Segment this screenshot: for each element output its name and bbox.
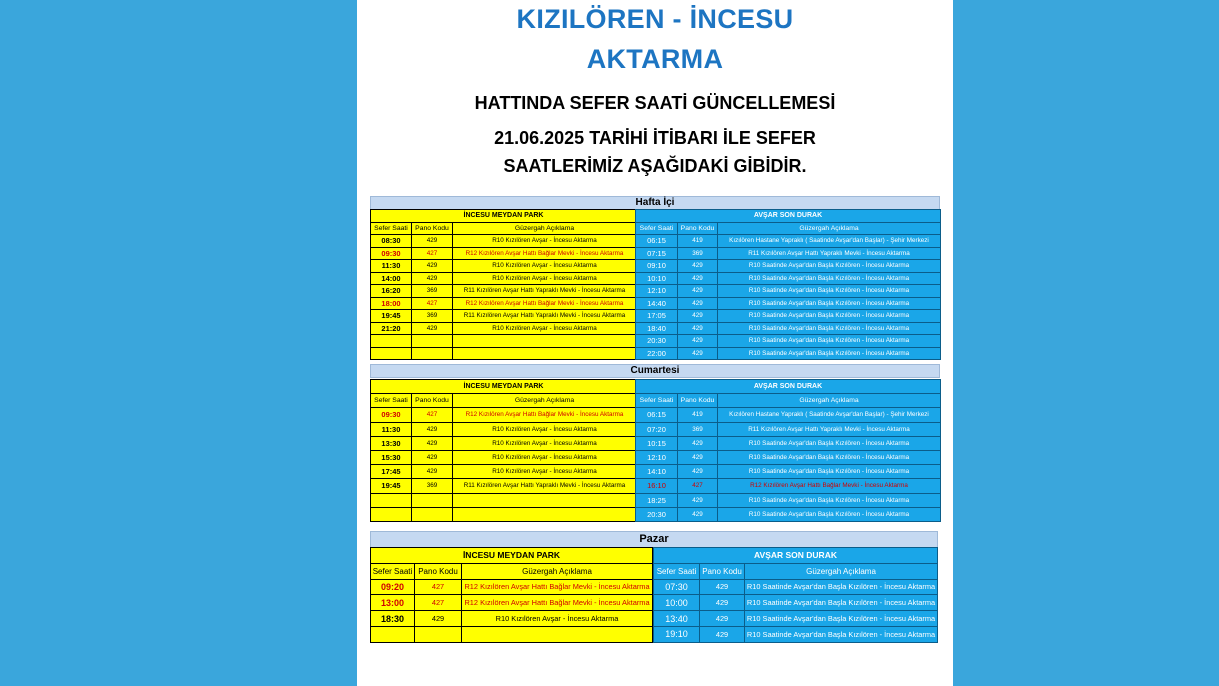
route-description: R12 Kızılören Avşar Hattı Bağlar Mevki - İncesu Aktarma — [462, 595, 653, 611]
departure-time: 14:40 — [636, 297, 678, 310]
route-description: R10 Saatinde Avşar'dan Başla Kızılören - İncesu Aktarma — [718, 436, 941, 450]
table-row — [636, 235, 941, 248]
col-sefer-saati: Sefer Saati — [371, 222, 412, 235]
col-guzergah-aciklama: Güzergah Açıklama — [718, 222, 941, 235]
table-row — [371, 272, 637, 285]
pano-code: 427 — [412, 247, 453, 260]
route-description — [453, 507, 637, 521]
pano-code: 429 — [412, 322, 453, 335]
column-header-row — [636, 394, 941, 408]
table-row — [654, 595, 938, 611]
pano-code: 429 — [678, 493, 718, 507]
table-row — [371, 408, 637, 422]
route-description: R10 Saatinde Avşar'dan Başla Kızılören - İncesu Aktarma — [745, 595, 938, 611]
table-header-row — [371, 210, 637, 223]
pano-code — [412, 347, 453, 360]
departure-time: 13:00 — [371, 595, 415, 611]
departure-time: 11:30 — [371, 422, 412, 436]
pano-code: 427 — [415, 579, 462, 595]
table-row — [371, 247, 637, 260]
pano-code — [415, 626, 462, 642]
stop-header: AVŞAR SON DURAK — [636, 210, 941, 223]
table-row — [636, 347, 941, 360]
pano-code — [412, 493, 453, 507]
weekday-avsar-table — [635, 209, 941, 360]
departure-time: 10:10 — [636, 272, 678, 285]
departure-time: 09:20 — [371, 579, 415, 595]
departure-time: 19:45 — [371, 479, 412, 493]
route-description — [453, 493, 637, 507]
pano-code: 369 — [412, 285, 453, 298]
departure-time: 09:30 — [371, 247, 412, 260]
section-banner-weekday: Hafta İçi — [370, 196, 940, 210]
table-row — [636, 285, 941, 298]
departure-time: 12:10 — [636, 450, 678, 464]
route-description: R10 Kızılören Avşar - İncesu Aktarma — [453, 465, 637, 479]
pano-code: 427 — [678, 479, 718, 493]
pano-code: 429 — [678, 260, 718, 273]
stop-header: İNCESU MEYDAN PARK — [371, 380, 637, 394]
pano-code: 369 — [412, 479, 453, 493]
table-row — [371, 626, 653, 642]
table-row — [371, 479, 637, 493]
subtitle-line-3: SAATLERİMİZ AŞAĞIDAKİ GİBİDİR. — [503, 156, 807, 176]
table-row — [636, 479, 941, 493]
table-header-row — [371, 548, 653, 564]
route-description: R12 Kızılören Avşar Hattı Bağlar Mevki - İncesu Aktarma — [453, 247, 637, 260]
table-row — [371, 235, 637, 248]
route-description: R10 Saatinde Avşar'dan Başla Kızılören - İncesu Aktarma — [745, 626, 938, 642]
col-pano-kodu: Pano Kodu — [412, 222, 453, 235]
table-row — [636, 493, 941, 507]
col-sefer-saati: Sefer Saati — [654, 563, 700, 579]
departure-time: 18:25 — [636, 493, 678, 507]
table-row — [636, 422, 941, 436]
table-row — [636, 322, 941, 335]
route-description: R10 Saatinde Avşar'dan Başla Kızılören - İncesu Aktarma — [745, 611, 938, 627]
table-row — [636, 436, 941, 450]
pano-code: 429 — [678, 285, 718, 298]
route-description: R10 Kızılören Avşar - İncesu Aktarma — [453, 235, 637, 248]
departure-time: 07:15 — [636, 247, 678, 260]
table-row — [654, 579, 938, 595]
weekday-incesu-table — [370, 209, 637, 360]
table-row — [371, 450, 637, 464]
departure-time: 06:15 — [636, 235, 678, 248]
departure-time — [371, 347, 412, 360]
route-description: R11 Kızılören Avşar Hattı Yapraklı Mevki - İncesu Aktarma — [718, 247, 941, 260]
table-row — [371, 595, 653, 611]
route-description: R10 Saatinde Avşar'dan Başla Kızılören - İncesu Aktarma — [718, 310, 941, 323]
pano-code: 429 — [700, 595, 745, 611]
table-row — [371, 493, 637, 507]
col-pano-kodu: Pano Kodu — [700, 563, 745, 579]
departure-time: 10:15 — [636, 436, 678, 450]
departure-time: 16:10 — [636, 479, 678, 493]
table-row — [636, 465, 941, 479]
departure-time: 13:30 — [371, 436, 412, 450]
col-guzergah-aciklama: Güzergah Açıklama — [453, 394, 637, 408]
route-description: R10 Kızılören Avşar - İncesu Aktarma — [453, 272, 637, 285]
pano-code: 429 — [678, 322, 718, 335]
pano-code: 429 — [678, 436, 718, 450]
col-guzergah-aciklama: Güzergah Açıklama — [745, 563, 938, 579]
table-row — [371, 297, 637, 310]
departure-time: 18:00 — [371, 297, 412, 310]
table-row — [371, 465, 637, 479]
col-sefer-saati: Sefer Saati — [371, 563, 415, 579]
route-description: R10 Saatinde Avşar'dan Başla Kızılören - İncesu Aktarma — [718, 347, 941, 360]
section-banner-sunday: Pazar — [370, 531, 938, 548]
route-description: R11 Kızılören Avşar Hattı Yapraklı Mevki - İncesu Aktarma — [453, 479, 637, 493]
route-description: R10 Kızılören Avşar - İncesu Aktarma — [453, 422, 637, 436]
pano-code: 429 — [412, 450, 453, 464]
saturday-avsar-table — [635, 379, 941, 522]
route-description: R10 Saatinde Avşar'dan Başla Kızılören - İncesu Aktarma — [718, 285, 941, 298]
sunday-avsar-table — [653, 547, 938, 643]
departure-time: 20:30 — [636, 335, 678, 348]
departure-time: 20:30 — [636, 507, 678, 521]
departure-time: 10:00 — [654, 595, 700, 611]
section-banner-saturday: Cumartesi — [370, 364, 940, 378]
column-header-row — [636, 222, 941, 235]
col-pano-kodu: Pano Kodu — [678, 222, 718, 235]
table-header-row — [371, 380, 637, 394]
pano-code: 369 — [412, 310, 453, 323]
table-row — [636, 297, 941, 310]
table-row — [371, 436, 637, 450]
table-row — [636, 247, 941, 260]
departure-time: 16:20 — [371, 285, 412, 298]
departure-time: 19:45 — [371, 310, 412, 323]
table-row — [636, 335, 941, 348]
table-row — [636, 507, 941, 521]
table-header-row — [636, 380, 941, 394]
table-row — [371, 260, 637, 273]
table-row — [636, 260, 941, 273]
departure-time: 08:30 — [371, 235, 412, 248]
pano-code: 429 — [678, 272, 718, 285]
route-description — [453, 335, 637, 348]
route-description: R11 Kızılören Avşar Hattı Yapraklı Mevki - İncesu Aktarma — [453, 285, 637, 298]
departure-time — [371, 493, 412, 507]
sunday-incesu-table — [370, 547, 653, 643]
table-row — [654, 611, 938, 627]
schedule-page — [357, 0, 953, 686]
col-sefer-saati: Sefer Saati — [636, 394, 678, 408]
route-description: R10 Kızılören Avşar - İncesu Aktarma — [453, 260, 637, 273]
departure-time: 13:40 — [654, 611, 700, 627]
route-description: Kızılören Hastane Yapraklı ( Saatinde Avşar'dan Başlar) - Şehir Merkezi — [718, 235, 941, 248]
route-description — [462, 626, 653, 642]
pano-code: 369 — [678, 247, 718, 260]
pano-code: 429 — [678, 310, 718, 323]
route-description: R12 Kızılören Avşar Hattı Bağlar Mevki - İncesu Aktarma — [453, 408, 637, 422]
pano-code: 419 — [678, 408, 718, 422]
departure-time: 22:00 — [636, 347, 678, 360]
departure-time: 07:20 — [636, 422, 678, 436]
table-row — [636, 408, 941, 422]
stop-header: İNCESU MEYDAN PARK — [371, 548, 653, 564]
pano-code: 429 — [412, 422, 453, 436]
col-sefer-saati: Sefer Saati — [371, 394, 412, 408]
route-description — [453, 347, 637, 360]
route-description: R10 Kızılören Avşar - İncesu Aktarma — [453, 436, 637, 450]
departure-time: 14:00 — [371, 272, 412, 285]
pano-code: 429 — [412, 465, 453, 479]
route-description: R10 Saatinde Avşar'dan Başla Kızılören - İncesu Aktarma — [718, 507, 941, 521]
route-description: R10 Saatinde Avşar'dan Başla Kızılören - İncesu Aktarma — [718, 297, 941, 310]
col-sefer-saati: Sefer Saati — [636, 222, 678, 235]
pano-code: 429 — [678, 335, 718, 348]
pano-code: 429 — [412, 436, 453, 450]
subtitle-line-1: HATTINDA SEFER SAATİ GÜNCELLEMESİ — [474, 93, 836, 113]
departure-time: 07:30 — [654, 579, 700, 595]
departure-time: 12:10 — [636, 285, 678, 298]
pano-code: 419 — [678, 235, 718, 248]
route-description: R10 Saatinde Avşar'dan Başla Kızılören - İncesu Aktarma — [718, 493, 941, 507]
table-row — [371, 347, 637, 360]
pano-code: 429 — [412, 235, 453, 248]
column-header-row — [371, 222, 637, 235]
route-description: R12 Kızılören Avşar Hattı Bağlar Mevki - İncesu Aktarma — [453, 297, 637, 310]
col-guzergah-aciklama: Güzergah Açıklama — [718, 394, 941, 408]
pano-code: 429 — [678, 507, 718, 521]
departure-time — [371, 507, 412, 521]
table-row — [636, 450, 941, 464]
col-pano-kodu: Pano Kodu — [415, 563, 462, 579]
table-row — [654, 626, 938, 642]
departure-time: 14:10 — [636, 465, 678, 479]
title-line-2: AKTARMA — [586, 44, 724, 74]
pano-code: 429 — [678, 450, 718, 464]
subtitle-line-2: 21.06.2025 TARİHİ İTİBARI İLE SEFER — [494, 128, 816, 148]
departure-time: 06:15 — [636, 408, 678, 422]
saturday-incesu-table — [370, 379, 637, 522]
route-description: R11 Kızılören Avşar Hattı Yapraklı Mevki - İncesu Aktarma — [453, 310, 637, 323]
table-header-row — [636, 210, 941, 223]
pano-code: 369 — [678, 422, 718, 436]
route-description: R10 Saatinde Avşar'dan Başla Kızılören - İncesu Aktarma — [718, 335, 941, 348]
table-row — [371, 579, 653, 595]
route-description: R10 Saatinde Avşar'dan Başla Kızılören - İncesu Aktarma — [745, 579, 938, 595]
departure-time: 18:30 — [371, 611, 415, 627]
stop-header: AVŞAR SON DURAK — [636, 380, 941, 394]
route-description: Kızılören Hastane Yapraklı ( Saatinde Avşar'dan Başlar) - Şehir Merkezi — [718, 408, 941, 422]
table-row — [371, 422, 637, 436]
route-description: R10 Saatinde Avşar'dan Başla Kızılören - İncesu Aktarma — [718, 322, 941, 335]
pano-code: 429 — [700, 626, 745, 642]
pano-code: 429 — [412, 272, 453, 285]
column-header-row — [371, 394, 637, 408]
departure-time: 09:30 — [371, 408, 412, 422]
pano-code: 427 — [412, 297, 453, 310]
table-row — [636, 310, 941, 323]
departure-time: 17:45 — [371, 465, 412, 479]
pano-code: 427 — [415, 595, 462, 611]
pano-code: 429 — [700, 579, 745, 595]
pano-code — [412, 507, 453, 521]
route-description: R10 Kızılören Avşar - İncesu Aktarma — [462, 611, 653, 627]
col-pano-kodu: Pano Kodu — [412, 394, 453, 408]
table-row — [371, 285, 637, 298]
title-line-1: KIZILÖREN - İNCESU — [516, 4, 794, 34]
col-pano-kodu: Pano Kodu — [678, 394, 718, 408]
pano-code: 429 — [678, 465, 718, 479]
departure-time: 09:10 — [636, 260, 678, 273]
route-description: R10 Saatinde Avşar'dan Başla Kızılören - İncesu Aktarma — [718, 450, 941, 464]
route-description: R10 Saatinde Avşar'dan Başla Kızılören - İncesu Aktarma — [718, 260, 941, 273]
route-description: R10 Saatinde Avşar'dan Başla Kızılören - İncesu Aktarma — [718, 465, 941, 479]
departure-time — [371, 626, 415, 642]
departure-time: 19:10 — [654, 626, 700, 642]
pano-code: 427 — [412, 408, 453, 422]
route-description: R10 Saatinde Avşar'dan Başla Kızılören - İncesu Aktarma — [718, 272, 941, 285]
route-description: R12 Kızılören Avşar Hattı Bağlar Mevki - İncesu Aktarma — [462, 579, 653, 595]
pano-code: 429 — [700, 611, 745, 627]
pano-code — [412, 335, 453, 348]
table-row — [371, 335, 637, 348]
table-row — [371, 507, 637, 521]
departure-time: 17:05 — [636, 310, 678, 323]
route-description: R12 Kızılören Avşar Hattı Bağlar Mevki - İncesu Aktarma — [718, 479, 941, 493]
pano-code: 429 — [415, 611, 462, 627]
route-description: R11 Kızılören Avşar Hattı Yapraklı Mevki - İncesu Aktarma — [718, 422, 941, 436]
departure-time: 18:40 — [636, 322, 678, 335]
pano-code: 429 — [678, 297, 718, 310]
route-description: R10 Kızılören Avşar - İncesu Aktarma — [453, 322, 637, 335]
table-row — [636, 272, 941, 285]
route-description: R10 Kızılören Avşar - İncesu Aktarma — [453, 450, 637, 464]
col-guzergah-aciklama: Güzergah Açıklama — [462, 563, 653, 579]
departure-time: 15:30 — [371, 450, 412, 464]
table-row — [371, 310, 637, 323]
col-guzergah-aciklama: Güzergah Açıklama — [453, 222, 637, 235]
column-header-row — [371, 563, 653, 579]
departure-time: 21:20 — [371, 322, 412, 335]
stop-header: AVŞAR SON DURAK — [654, 548, 938, 564]
departure-time: 11:30 — [371, 260, 412, 273]
departure-time — [371, 335, 412, 348]
table-row — [371, 611, 653, 627]
pano-code: 429 — [678, 347, 718, 360]
stop-header: İNCESU MEYDAN PARK — [371, 210, 637, 223]
table-header-row — [654, 548, 938, 564]
column-header-row — [654, 563, 938, 579]
table-row — [371, 322, 637, 335]
pano-code: 429 — [412, 260, 453, 273]
